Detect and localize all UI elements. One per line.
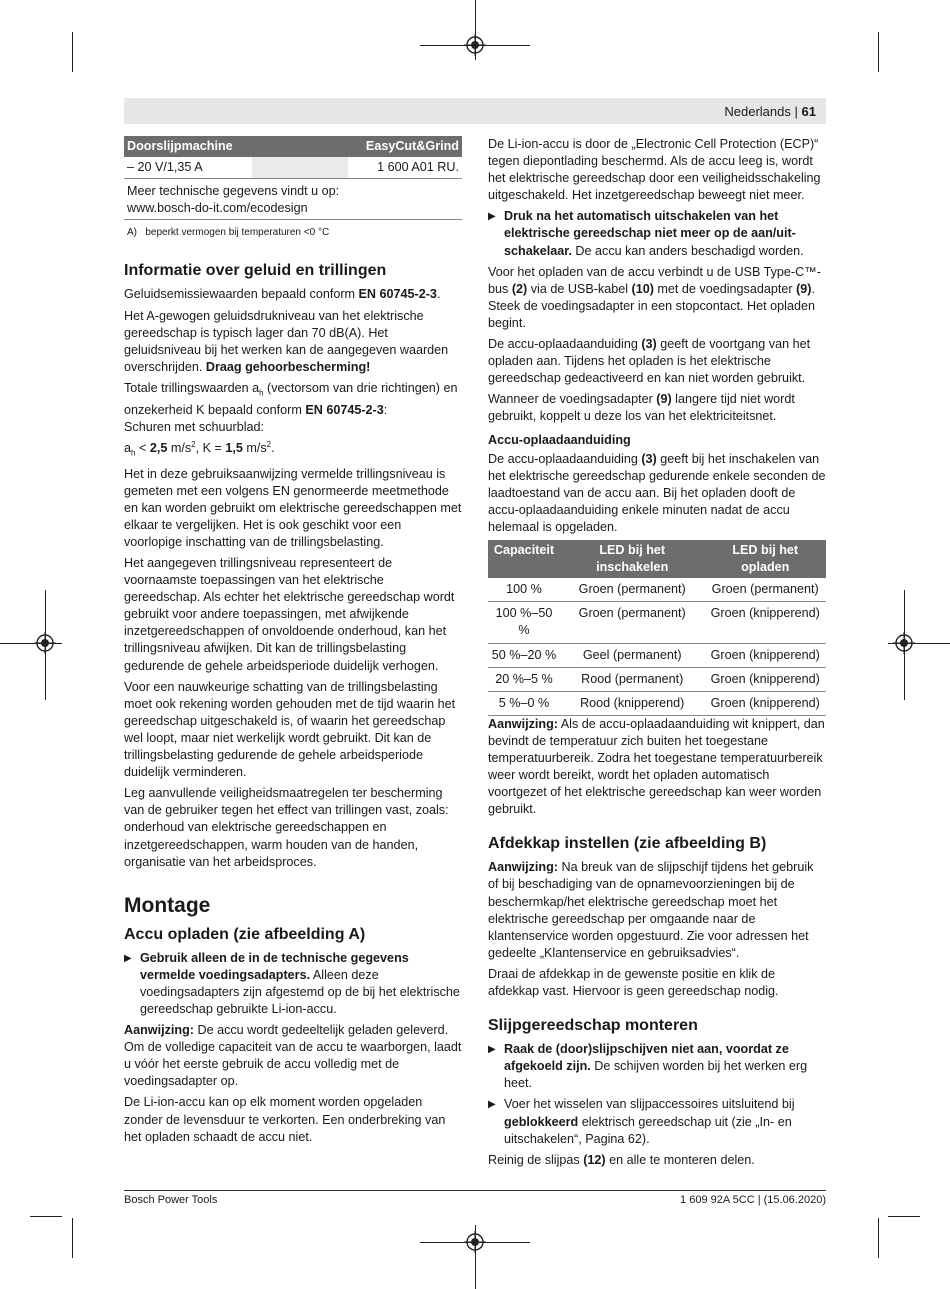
- crop-mark-tr: [878, 32, 879, 72]
- paragraph: Reinig de slijpas (12) en alle te monteren delen.: [488, 1152, 755, 1167]
- registration-mark-icon: [464, 34, 486, 56]
- header-label: [724, 103, 816, 120]
- registration-mark-icon: [34, 632, 56, 654]
- left-column: [124, 136, 462, 1150]
- heading-mount-tool: Slijpgereedschap monteren: [488, 1017, 698, 1035]
- paragraph: Leg aanvullende veiligheidsmaatregelen ter bescherming van de gebruiker tegen het effect van trillingen vast, zoals: onderhoud van elektrische gereedschappen en inzetgereedschappen, warm houden van de handen, organisatie van het arbeidsproces.: [124, 786, 449, 869]
- spec-header-model: EasyCut&Grind: [348, 136, 462, 157]
- footer-doc-number: 1 609 92A 5CC | (15.06.2020): [680, 1194, 826, 1206]
- crop-mark-tl: [72, 32, 73, 72]
- paragraph: Totale trillingswaarden $a_h$ (vectorsom van drie richtingen) en onzekerheid K bepaald conform EN 60745-2-3: Schuren met schuurblad: $a_h < 2,5$ $m/s^2$, K = 1,5 $m/s^2$.: [124, 380, 458, 458]
- led-header: LED bij het inschakelen: [560, 540, 704, 578]
- bullet-arrow-icon: ▶: [488, 1099, 496, 1111]
- footer-brand: Bosch Power Tools: [124, 1194, 218, 1206]
- spec-row-label: – 20 V/1,35 A: [124, 157, 252, 179]
- note: Aanwijzing: Als de accu-oplaadaanduiding wit knippert, dan bevindt de temperatuur zich buiten het toegestane temperatuurbereik. Zodra het toegestane temperatuurbereik weer wordt bereikt, wordt het opladen automatisch voortgezet of het elektrische gereedschap kan weer worden gebruikt.: [488, 716, 825, 817]
- header-language: Nederlands: [724, 104, 791, 119]
- header-separator: |: [794, 104, 798, 119]
- heading-accu-charge: Accu opladen (zie afbeelding A): [124, 925, 366, 943]
- crop-mark-br-h: [888, 1216, 920, 1217]
- table-row: 100 % Groen (permanent) Groen (permanent): [488, 578, 826, 602]
- paragraph: Het aangegeven trillingsniveau representeert de voornaamste toepassingen van het elektrische gereedschap. Als echter het elektrische gereedschap wordt gebruikt voor andere toepassingen, met afwijkende inzetgereedschappen of onvoldoende onderhoud, kan het trillingsniveau afwijken. Dit kan de trillingsbelasting gedurende de gehele arbeidsperiode duidelijk verhogen.: [124, 556, 455, 673]
- page-header: [124, 98, 826, 124]
- crop-mark-bl: [72, 1218, 73, 1258]
- spec-table: [124, 136, 462, 220]
- table-row: 100 %–50 % Groen (permanent) Groen (knipperend): [488, 602, 826, 643]
- bullet-arrow-icon: ▶: [124, 952, 132, 964]
- registration-mark-icon: [464, 1231, 486, 1253]
- led-header: Capaciteit: [488, 540, 560, 578]
- crop-mark-br: [878, 1218, 879, 1258]
- footer-divider: [124, 1190, 826, 1191]
- table-row: 5 %–0 % Rood (knipperend) Groen (knipperend): [488, 691, 826, 715]
- spec-footnote: [124, 220, 462, 245]
- bullet-arrow-icon: ▶: [488, 211, 496, 223]
- paragraph: Het A-gewogen geluidsdrukniveau van het elektrische gereedschap is typisch lager dan 70 dB(A). Het geluidsniveau bij het werken kan de aangegeven waarden overschrijden. Draag gehoorbescherming!: [124, 308, 449, 374]
- bullet-item: ▶ Druk na het automatisch uitschakelen van het elektrische gereedschap niet meer op de aan/uit-schakelaar. De accu kan anders beschadigd worden.: [488, 209, 804, 258]
- footnote-text: beperkt vermogen bij temperaturen <0 °C: [145, 227, 330, 239]
- spec-header-product: Doorslijpmachine: [124, 136, 252, 157]
- table-row: 50 %–20 % Geel (permanent) Groen (knipperend): [488, 643, 826, 667]
- spec-more-info-link[interactable]: www.bosch-do-it.com/ecodesign: [127, 201, 308, 216]
- heading-montage: Montage: [124, 893, 211, 917]
- paragraph: Voor een nauwkeurige schatting van de trillingsbelasting moet ook rekening worden gehouden met de tijd waarin het gereedschap uitgeschakeld is, of waarin het gereedschap wel loopt, maar niet werkelijk wordt gebruikt. Dit kan de trillingsbelasting gedurende de gehele arbeidsperiode duidelijk verminderen.: [124, 679, 456, 780]
- registration-mark-icon: [893, 632, 915, 654]
- paragraph: Wanneer de voedingsadapter (9) langere tijd niet wordt gebruikt, koppelt u deze los van het elektriciteitsnet.: [488, 392, 795, 424]
- spec-more-info-1: Meer technische gegevens vindt u op:: [127, 184, 340, 199]
- footnote-marker: A): [127, 227, 137, 239]
- bullet-item: ▶ Raak de (door)slijpschijven niet aan, voordat ze afgekoeld zijn. De schijven worden bij het werken erg heet.: [488, 1042, 808, 1091]
- bullet-item: ▶ Voer het wisselen van slijpaccessoires uitsluitend bij geblokkeerd elektrisch gereedschap uit (zie „In- en uitschakelen“, Pagina 62).: [488, 1097, 795, 1146]
- table-row: 20 %–5 % Rood (permanent) Groen (knipperend): [488, 667, 826, 691]
- right-column: [488, 136, 826, 1173]
- note: Aanwijzing: De accu wordt gedeeltelijk geladen geleverd. Om de volledige capaciteit van de accu te waarborgen, laadt u vóór het eerste gebruik de accu volledig met de voedingsadapter op.: [124, 1023, 462, 1089]
- led-header: LED bij het opladen: [704, 540, 826, 578]
- paragraph: Het in deze gebruiksaanwijzing vermelde trillingsniveau is gemeten met een volgens EN genormeerde meetmethode en kan worden gebruikt om elektrische gereedschappen met elkaar te vergelijken. Het is ook geschikt voor een voorlopige inschatting van de trillingsbelasting.: [124, 466, 462, 549]
- paragraph: Draai de afdekkap in de gewenste positie en klik de afdekkap vast. Hiervoor is geen gereedschap nodig.: [488, 966, 779, 999]
- heading-noise-vibration: Informatie over geluid en trillingen: [124, 262, 387, 280]
- crop-mark-bl-h: [30, 1216, 62, 1217]
- page-number: 61: [801, 104, 816, 119]
- paragraph: De accu-oplaadaanduiding (3) geeft de voortgang van het opladen aan. Tijdens het opladen is het elektrische gereedschap gedeactiveerd en kan niet worden gebruikt.: [488, 337, 811, 386]
- heading-guard: Afdekkap instellen (zie afbeelding B): [488, 835, 767, 853]
- spec-row-value: 1 600 A01 RU.: [348, 157, 462, 179]
- paragraph: Voor het opladen van de accu verbindt u de USB Type-C™-bus (2) via de USB-kabel (10) met de voedingsadapter (9). Steek de voedingsadapter in een stopcontact. Het opladen begint.: [488, 264, 822, 330]
- bullet-item: ▶ Gebruik alleen de in de technische gegevens vermelde voedingsadapters. Alleen deze voedingsadapters zijn afgestemd op de bij het elektrische gereedschap gebruikte Li-ion-accu.: [124, 950, 460, 1016]
- led-table: [488, 540, 826, 716]
- note: Aanwijzing: Na breuk van de slijpschijf tijdens het gebruik of bij beschadiging van de opnamevoorzieningen bij de beschermkap/het elektrische gereedschap moet het elektrische gereedschap per omgaande naar de klantenservice worden opgestuurd. Zie voor adressen het gedeelte „Klantenservice en gebruiksadvies“.: [488, 860, 814, 960]
- paragraph: De Li-ion-accu kan op elk moment worden opgeladen zonder de levensduur te verkorten. Een onderbreking van het opladen schaadt de accu niet.: [124, 1095, 446, 1144]
- bullet-arrow-icon: ▶: [488, 1044, 496, 1056]
- paragraph: De Li-ion-accu is door de „Electronic Cell Protection (ECP)“ tegen diepontlading beschermd. Als de accu leeg is, wordt het elektrische gereedschap door een veiligheidsschakeling uitgeschakeld. Het inzetgereedschap beweegt niet meer.: [488, 137, 821, 203]
- paragraph: Geluidsemissiewaarden bepaald conform EN 60745-2-3.: [124, 287, 441, 302]
- heading-charge-indicator: Accu-oplaadaanduiding: [488, 432, 631, 447]
- paragraph: De accu-oplaadaanduiding (3) geeft bij het inschakelen van het elektrische gereedschap gedurende enkele seconden de laadtoestand van de accu aan. Bij het opladen dooft de accu-oplaadaanduiding enkele minuten nadat de accu helemaal is opgeladen.: [488, 451, 826, 534]
